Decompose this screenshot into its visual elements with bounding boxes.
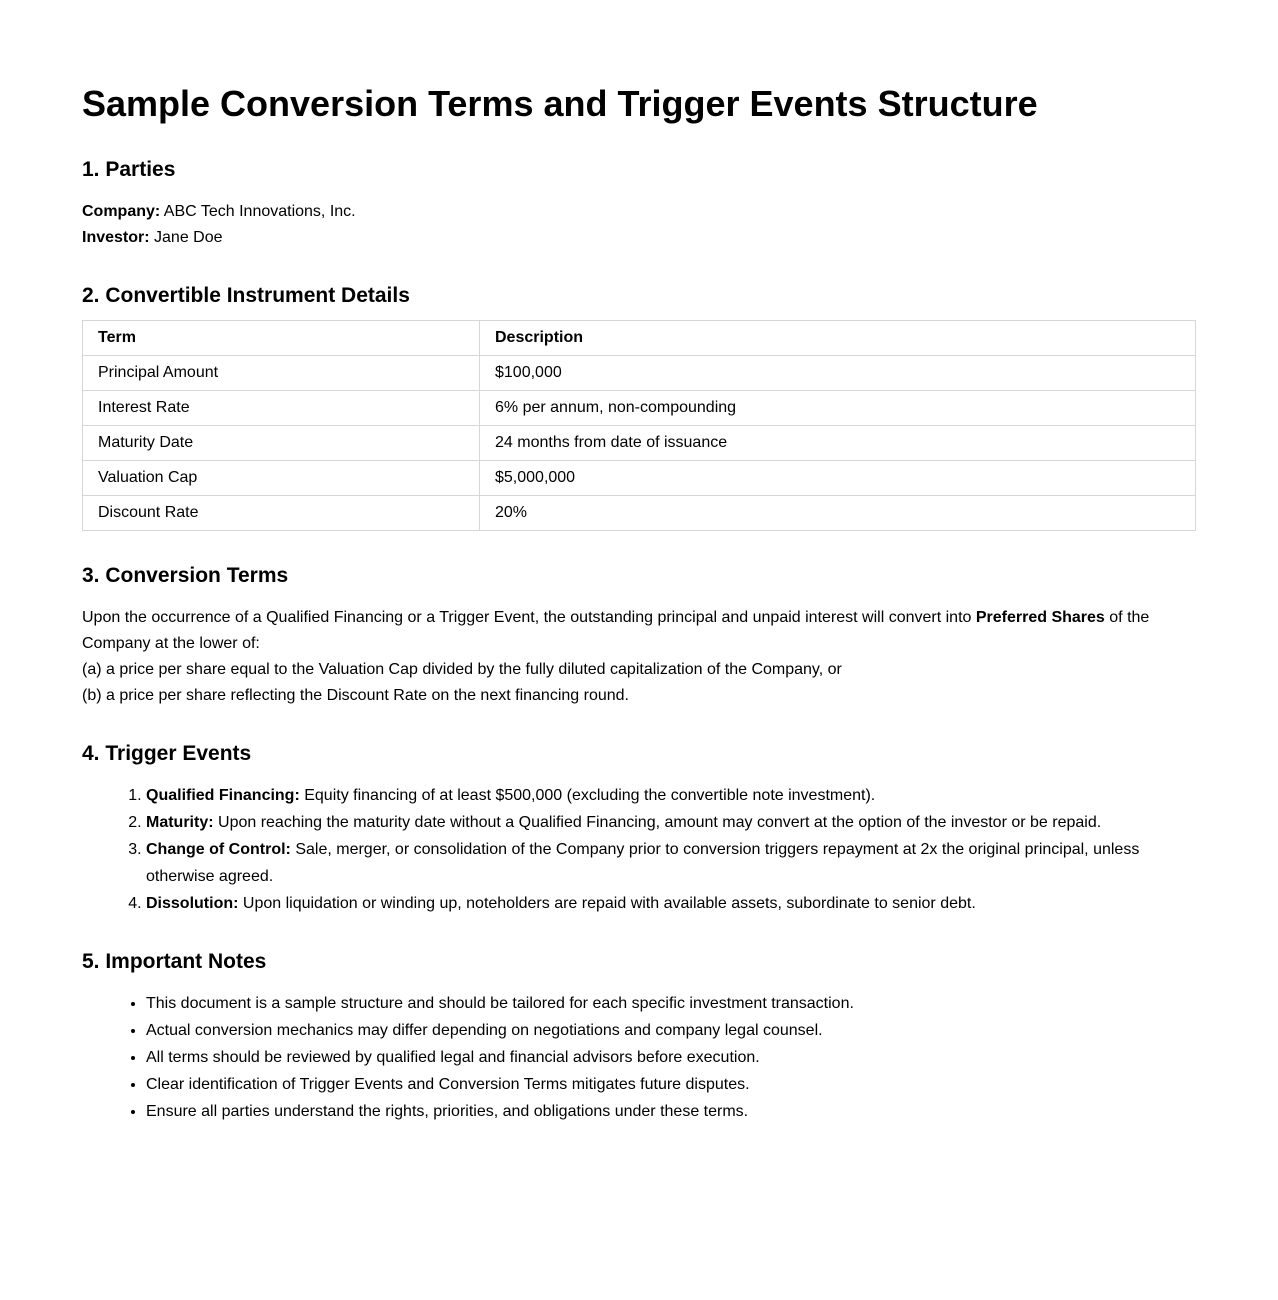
- notes-list: [82, 990, 1196, 1125]
- description-cell: $5,000,000: [480, 461, 1196, 496]
- conversion-option-b: (b) a price per share reflecting the Discount Rate on the next financing round.: [82, 687, 629, 704]
- table-row: [83, 426, 1196, 461]
- column-header-term: Term: [83, 321, 480, 356]
- table-row: [83, 461, 1196, 496]
- term-cell: Valuation Cap: [83, 461, 480, 496]
- trigger-label: Dissolution:: [146, 895, 239, 912]
- trigger-list: [82, 782, 1196, 917]
- table-row: [83, 356, 1196, 391]
- table-header-row: [83, 321, 1196, 356]
- conversion-text: [82, 605, 1196, 709]
- term-cell: Discount Rate: [83, 496, 480, 531]
- trigger-text: Equity financing of at least $500,000 (excluding the convertible note investment).: [299, 787, 876, 804]
- trigger-section: [82, 741, 1196, 917]
- investor-line: [82, 225, 1196, 251]
- list-item: • This document is a sample structure and should be tailored for each specific investment transaction.: [146, 990, 1196, 1017]
- investor-value: Jane Doe: [154, 229, 223, 246]
- conversion-heading: 3. Conversion Terms: [82, 564, 289, 587]
- details-heading: 2. Convertible Instrument Details: [82, 284, 410, 307]
- list-item: • Clear identification of Trigger Events and Conversion Terms mitigates future disputes.: [146, 1071, 1196, 1098]
- company-line: [82, 199, 1196, 225]
- investor-label: Investor:: [82, 229, 150, 246]
- conversion-section: [82, 563, 1196, 709]
- page-title: Sample Conversion Terms and Trigger Events Structure: [82, 83, 1038, 124]
- table-row: [83, 391, 1196, 426]
- list-item: [146, 809, 1196, 836]
- description-cell: 24 months from date of issuance: [480, 426, 1196, 461]
- list-item: [146, 890, 1196, 917]
- description-cell: 20%: [480, 496, 1196, 531]
- trigger-text: Sale, merger, or consolidation of the Company prior to conversion triggers repayment at 2x the original principal, unless otherwise agreed.: [146, 841, 1140, 885]
- trigger-text: Upon liquidation or winding up, noteholders are repaid with available assets, subordinate to senior debt.: [238, 895, 976, 912]
- trigger-label: Maturity:: [146, 814, 214, 831]
- conversion-intro: [82, 605, 1196, 657]
- details-table: [82, 320, 1196, 531]
- term-cell: Principal Amount: [83, 356, 480, 391]
- trigger-heading: 4. Trigger Events: [82, 742, 252, 765]
- parties-section: [82, 157, 1196, 251]
- parties-heading: 1. Parties: [82, 158, 176, 181]
- term-cell: Maturity Date: [83, 426, 480, 461]
- conversion-intro-before: Upon the occurrence of a Qualified Financing or a Trigger Event, the outstanding principal and unpaid interest will convert into: [82, 609, 976, 626]
- list-item: [146, 782, 1196, 809]
- description-cell: $100,000: [480, 356, 1196, 391]
- description-cell: 6% per annum, non-compounding: [480, 391, 1196, 426]
- conversion-intro-after: of the Company at the lower of:: [82, 609, 1150, 652]
- trigger-text: Upon reaching the maturity date without a Qualified Financing, amount may convert at the option of the investor or be repaid.: [213, 814, 1102, 831]
- trigger-label: Qualified Financing:: [146, 787, 300, 804]
- list-item: • All terms should be reviewed by qualified legal and financial advisors before execution.: [146, 1044, 1196, 1071]
- notes-section: [82, 949, 1196, 1125]
- conversion-option-a: (a) a price per share equal to the Valuation Cap divided by the fully diluted capitalization of the Company, or: [82, 661, 842, 678]
- list-item: • Actual conversion mechanics may differ depending on negotiations and company legal counsel.: [146, 1017, 1196, 1044]
- company-label: Company:: [82, 203, 161, 220]
- list-item: [146, 836, 1196, 890]
- list-item: • Ensure all parties understand the rights, priorities, and obligations under these terms.: [146, 1098, 1196, 1125]
- column-header-description: Description: [480, 321, 1196, 356]
- details-section: [82, 283, 1196, 531]
- term-cell: Interest Rate: [83, 391, 480, 426]
- conversion-intro-bold: Preferred Shares: [975, 609, 1105, 626]
- trigger-label: Change of Control:: [146, 841, 291, 858]
- company-value: ABC Tech Innovations, Inc.: [163, 203, 356, 220]
- notes-heading: 5. Important Notes: [82, 950, 267, 973]
- parties-block: [82, 199, 1196, 251]
- table-row: [83, 496, 1196, 531]
